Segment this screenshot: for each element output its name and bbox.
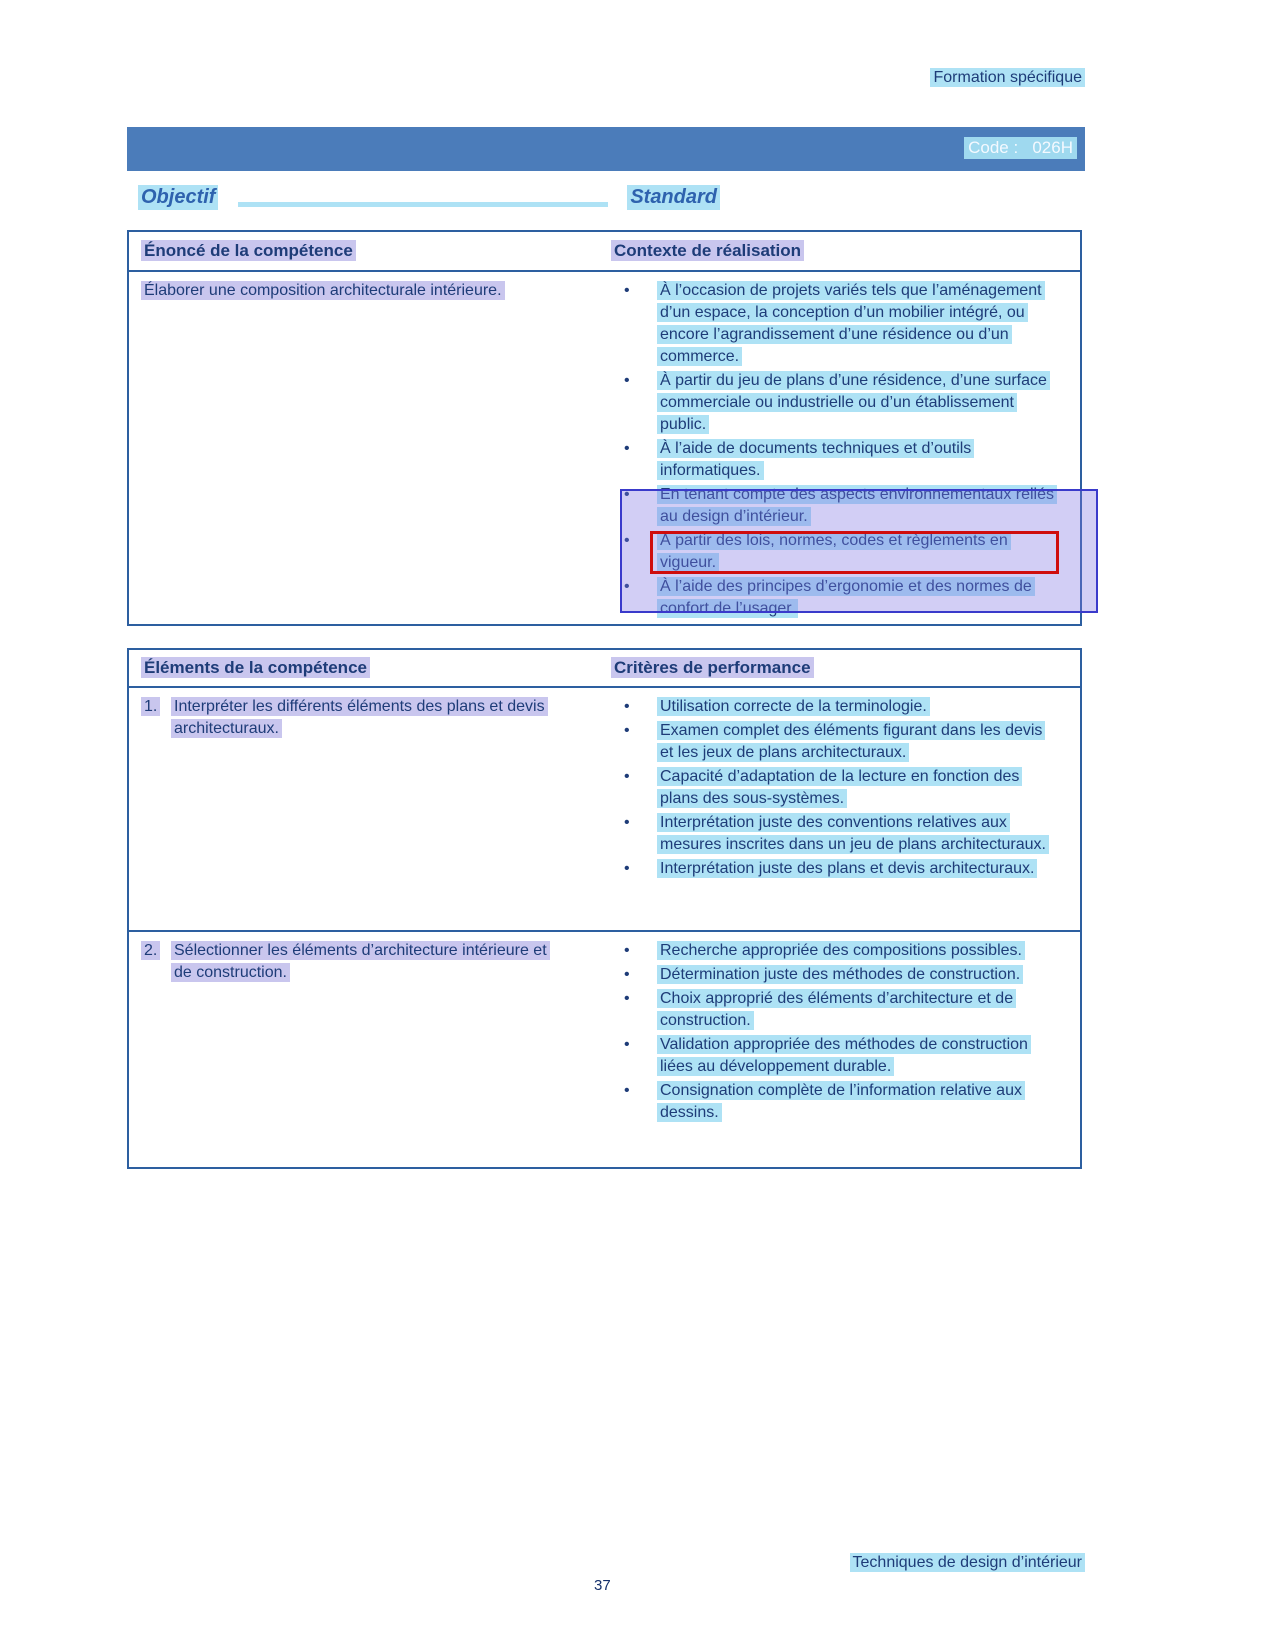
list-item: [611, 280, 1080, 368]
criteria-bullets-2: [611, 940, 1080, 1126]
list-item: [611, 438, 1080, 482]
table2-row-2: [129, 932, 1080, 1132]
bullet-text: À l’aide des principes d’ergonomie et des normes de confort de l’usager.: [657, 577, 1035, 618]
bullet-text-wrap: [657, 720, 1080, 764]
bullet-text: À l’aide de documents techniques et d’outils informatiques.: [657, 439, 974, 480]
header-note: [930, 69, 1085, 87]
list-item: [611, 988, 1080, 1032]
list-item: [611, 1034, 1080, 1078]
list-item: [611, 720, 1080, 764]
element-text-wrap: [171, 940, 561, 1126]
bullet-icon: •: [624, 578, 630, 595]
bullet-text-wrap: [657, 964, 1080, 986]
code-label: Code : 026H: [964, 137, 1077, 159]
bullet-icon: •: [624, 440, 630, 457]
bullet-text-wrap: [657, 280, 1080, 368]
header-note-text: Formation spécifique: [930, 68, 1085, 87]
bullet-icon: •: [624, 768, 630, 785]
bullet-text: Détermination juste des méthodes de construction.: [657, 965, 1023, 984]
list-item: [611, 964, 1080, 986]
bullet-text: Interprétation juste des plans et devis architecturaux.: [657, 859, 1037, 878]
bullet-text-wrap: [657, 940, 1080, 962]
bullet-text: Utilisation correcte de la terminologie.: [657, 697, 930, 716]
bullet-text-wrap: [657, 766, 1080, 810]
bullet-text: Choix approprié des éléments d’architecture et de construction.: [657, 989, 1016, 1030]
element-number: [141, 940, 171, 1126]
bullet-icon: •: [624, 942, 630, 959]
bullet-text-wrap: [657, 812, 1080, 856]
highlight-connector: [238, 202, 608, 207]
bullet-text-wrap: [657, 858, 1080, 880]
bullet-text-wrap: [657, 1034, 1080, 1078]
bullet-icon: •: [624, 532, 630, 549]
list-item: [611, 812, 1080, 856]
bullet-icon: •: [624, 372, 630, 389]
table2-row-1: [129, 688, 1080, 932]
bullet-text: À partir du jeu de plans d’une résidence, d’une surface commerciale ou industrielle ou d’un établissement public.: [657, 371, 1050, 434]
element-number: [141, 696, 171, 924]
list-item: [611, 1080, 1080, 1124]
bullet-text: Examen complet des éléments figurant dans les devis et les jeux de plans architecturaux.: [657, 721, 1045, 762]
bullet-icon: •: [624, 722, 630, 739]
bullet-text-wrap: [657, 438, 1080, 482]
table1-col2-header: Contexte de réalisation: [611, 240, 804, 261]
standard-label: Standard: [627, 185, 720, 210]
list-item: [611, 370, 1080, 436]
bullet-icon: •: [624, 966, 630, 983]
footer-program-title-text: Techniques de design d’intérieur: [850, 1553, 1085, 1572]
objectif-label: Objectif: [138, 185, 218, 210]
element-number-text: 1.: [141, 697, 160, 716]
table2-col1-header-cell: [129, 657, 611, 679]
bullet-icon: •: [624, 1036, 630, 1053]
bullet-icon: •: [624, 814, 630, 831]
bullet-text-wrap: [657, 988, 1080, 1032]
list-item: [611, 696, 1080, 718]
table1-header-row: [129, 232, 1080, 272]
bullet-text: En tenant compte des aspects environnementaux reliés au design d’intérieur.: [657, 485, 1057, 526]
bullet-text-wrap: [657, 696, 1080, 718]
list-item: [611, 766, 1080, 810]
title-bar: [127, 127, 1085, 171]
element-number-text: 2.: [141, 941, 160, 960]
bullet-text: Recherche appropriée des compositions possibles.: [657, 941, 1025, 960]
red-annotation-box: [650, 531, 1059, 574]
criteria-bullets-1: [611, 696, 1080, 924]
bullet-icon: •: [624, 990, 630, 1007]
table1-col1-header: Énoncé de la compétence: [141, 240, 356, 261]
element-text: Sélectionner les éléments d’architecture intérieure et de construction.: [171, 941, 550, 982]
element-2-cell: [129, 940, 611, 1126]
section-heading-row: [138, 184, 720, 210]
bullet-text: Consignation complète de l’information relative aux dessins.: [657, 1081, 1025, 1122]
page-number: 37: [594, 1577, 611, 1594]
competence-statement: Élaborer une composition architecturale intérieure.: [141, 281, 505, 300]
list-item: [611, 940, 1080, 962]
elements-criteria-table: [127, 648, 1082, 1169]
footer-program-title: [850, 1554, 1085, 1572]
bullet-icon: •: [624, 486, 630, 503]
bullet-text: Validation appropriée des méthodes de construction liées au développement durable.: [657, 1035, 1031, 1076]
element-text-wrap: [171, 696, 561, 924]
bullet-text-wrap: [657, 1080, 1080, 1124]
table1-col1-header-cell: [129, 240, 611, 262]
bullet-icon: •: [624, 698, 630, 715]
table2-col2-header-cell: [611, 657, 1080, 679]
table2-header-row: [129, 650, 1080, 688]
list-item: [611, 858, 1080, 880]
bullet-icon: •: [624, 1082, 630, 1099]
bullet-text: Interprétation juste des conventions relatives aux mesures inscrites dans un jeu de plans architecturaux.: [657, 813, 1049, 854]
bullet-text: À l’occasion de projets variés tels que l’aménagement d’un espace, la conception d’un mobilier intégré, ou encore l’agrandissement d’une résidence ou d’un commerce.: [657, 281, 1045, 366]
bullet-text-wrap: [657, 370, 1080, 436]
table1-col2-header-cell: [611, 240, 1080, 262]
bullet-icon: •: [624, 860, 630, 877]
competence-statement-cell: [129, 280, 611, 622]
bullet-text: À partir des lois, normes, codes et règlements en vigueur.: [657, 531, 1011, 572]
bullet-text: Capacité d’adaptation de la lecture en fonction des plans des sous-systèmes.: [657, 767, 1022, 808]
element-1-cell: [129, 696, 611, 924]
element-text: Interpréter les différents éléments des plans et devis architecturaux.: [171, 697, 548, 738]
table2-col1-header: Éléments de la compétence: [141, 657, 370, 678]
table2-col2-header: Critères de performance: [611, 657, 814, 678]
bullet-icon: •: [624, 282, 630, 299]
